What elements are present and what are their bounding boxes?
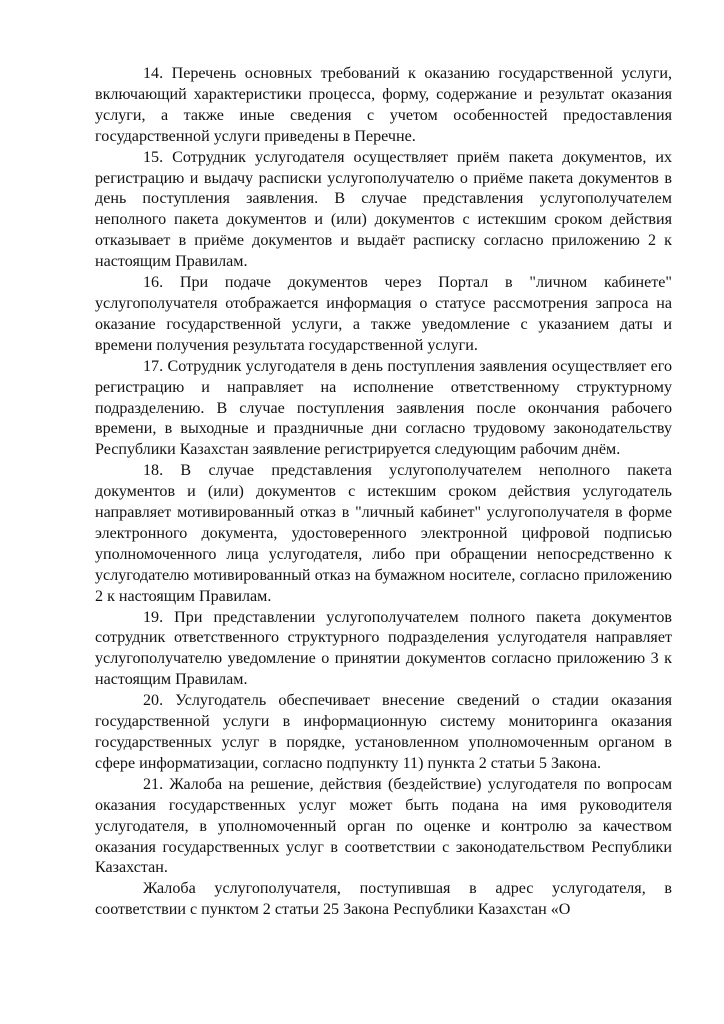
document-page [95,64,672,921]
paragraph-16: 16. При подаче документов через Портал в "личном кабинете" услугополучателя отображается информация о статусе рассмотрения запроса на оказание государственной услуги, а также уведомление с указанием даты и времени получения результата государственной услуги. [95,274,672,354]
paragraph-14: 14. Перечень основных требований к оказанию государственной услуги, включающий характеристики процесса, форму, содержание и результат оказания услуги, а также иные сведения с учетом особенностей предоставления государственной услуги приведены в Перечне. [95,65,672,145]
paragraph-18: 18. В случае представления услугополучателем неполного пакета документов и (или) документов с истекшим сроком действия услугодатель направляет мотивированный отказ в "личный кабинет" услугополучателя в форме электронного документа, удостоверенного электронной цифровой подписью уполномоченного лица услугодателя, либо при обращении непосредственно к услугодателю мотивированный отказ на бумажном носителе, согласно приложению 2 к настоящим Правилам. [95,462,672,605]
paragraph-17: 17. Сотрудник услугодателя в день поступления заявления осуществляет его регистрацию и направляет на исполнение ответственному структурному подразделению. В случае поступления заявления после окончания рабочего времени, в выходные и праздничные дни согласно трудовому законодательству Республики Казахстан заявление регистрируется следующим рабочим днём. [95,357,672,459]
paragraph-15: 15. Сотрудник услугодателя осуществляет приём пакета документов, их регистрацию и выдачу расписки услугополучателю о приёме пакета документов в день поступления заявления. В случае представления услугополучателем неполного пакета документов и (или) документов с истекшим сроком действия отказывает в приёме документов и выдаёт расписку согласно приложению 2 к настоящим Правилам. [95,148,672,271]
paragraph-complaint: Жалоба услугополучателя, поступившая в адрес услугодателя, в соответствии с пунктом 2 статьи 25 Закона Республики Казахстан «О [95,880,672,919]
paragraph-21: 21. Жалоба на решение, действия (бездействие) услугодателя по вопросам оказания государственных услуг может быть подана на имя руководителя услугодателя, в уполномоченный орган по оценке и контролю за качеством оказания государственных услуг в соответствии с законодательством Республики Казахстан. [95,775,672,877]
paragraph-20: 20. Услугодатель обеспечивает внесение сведений о стадии оказания государственной услуги в информационную систему мониторинга оказания государственных услуг в порядке, установленном уполномоченным органом в сфере информатизации, согласно подпункту 11) пункта 2 статьи 5 Закона. [95,692,672,772]
paragraph-19: 19. При представлении услугополучателем полного пакета документов сотрудник ответственного структурного подразделения услугодателя направляет услугополучателю уведомление о принятии документов согласно приложению 3 к настоящим Правилам. [95,608,672,689]
